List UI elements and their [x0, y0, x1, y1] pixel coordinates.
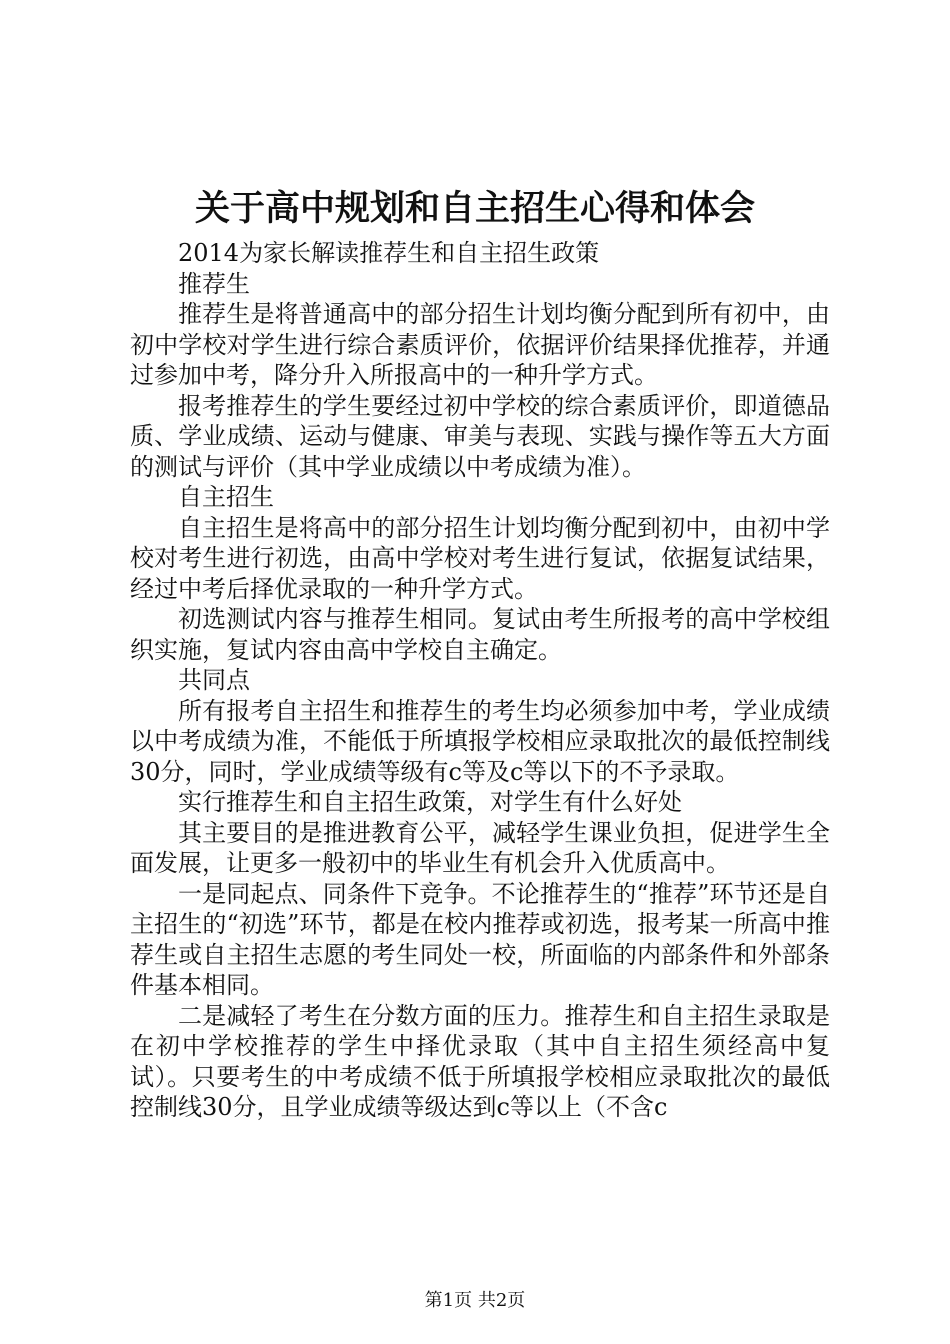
paragraph: 自主招生是将高中的部分招生计划均衡分配到初中，由初中学校对考生进行初选，由高中学校对考生进行复试，依据复试结果，经过中考后择优录取的一种升学方式。 [130, 513, 830, 603]
paragraph: 所有报考自主招生和推荐生的考生均必须参加中考，学业成绩以中考成绩为准，不能低于所填报学校相应录取批次的最低控制线30分，同时，学业成绩等级有c等及c等以下的不予录取。 [130, 696, 830, 786]
section-heading-common: 共同点 [178, 666, 250, 694]
paragraph: 推荐生是将普通高中的部分招生计划均衡分配到所有初中，由初中学校对学生进行综合素质评价，依据评价结果择优推荐，并通过参加中考，降分升入所报高中的一种升学方式。 [130, 300, 830, 389]
document-body [130, 238, 830, 1123]
section-heading-benefits: 实行推荐生和自主招生政策，对学生有什么好处 [178, 788, 682, 816]
page-footer: 第1页 共2页 [424, 1290, 526, 1311]
paragraph: 其主要目的是推进教育公平，减轻学生课业负担，促进学生全面发展，让更多一般初中的毕业生有机会升入优质高中。 [130, 818, 830, 877]
section-heading-recommended: 推荐生 [178, 269, 250, 298]
paragraph-subtitle: 2014为家长解读推荐生和自主招生政策 [178, 239, 600, 267]
document-title: 关于高中规划和自主招生心得和体会 [194, 188, 755, 229]
paragraph: 报考推荐生的学生要经过初中学校的综合素质评价，即道德品质、学业成绩、运动与健康、审美与表现、实践与操作等五大方面的测试与评价（其中学业成绩以中考成绩为准）。 [130, 391, 830, 481]
paragraph: 二是减轻了考生在分数方面的压力。推荐生和自主招生录取是在初中学校推荐的学生中择优录取（其中自主招生须经高中复试）。只要考生的中考成绩不低于所填报学校相应录取批次的最低控制线30分，且学业成绩等级达到c等以上（不含c [130, 1001, 830, 1121]
paragraph: 初选测试内容与推荐生相同。复试由考生所报考的高中学校组织实施，复试内容由高中学校自主确定。 [130, 605, 830, 664]
section-heading-independent: 自主招生 [178, 483, 274, 511]
paragraph: 一是同起点、同条件下竞争。不论推荐生的“推荐”环节还是自主招生的“初选”环节，都是在校内推荐或初选，报考某一所高中推荐生或自主招生志愿的考生同处一校，所面临的内部条件和外部条件基本相同。 [130, 879, 830, 999]
